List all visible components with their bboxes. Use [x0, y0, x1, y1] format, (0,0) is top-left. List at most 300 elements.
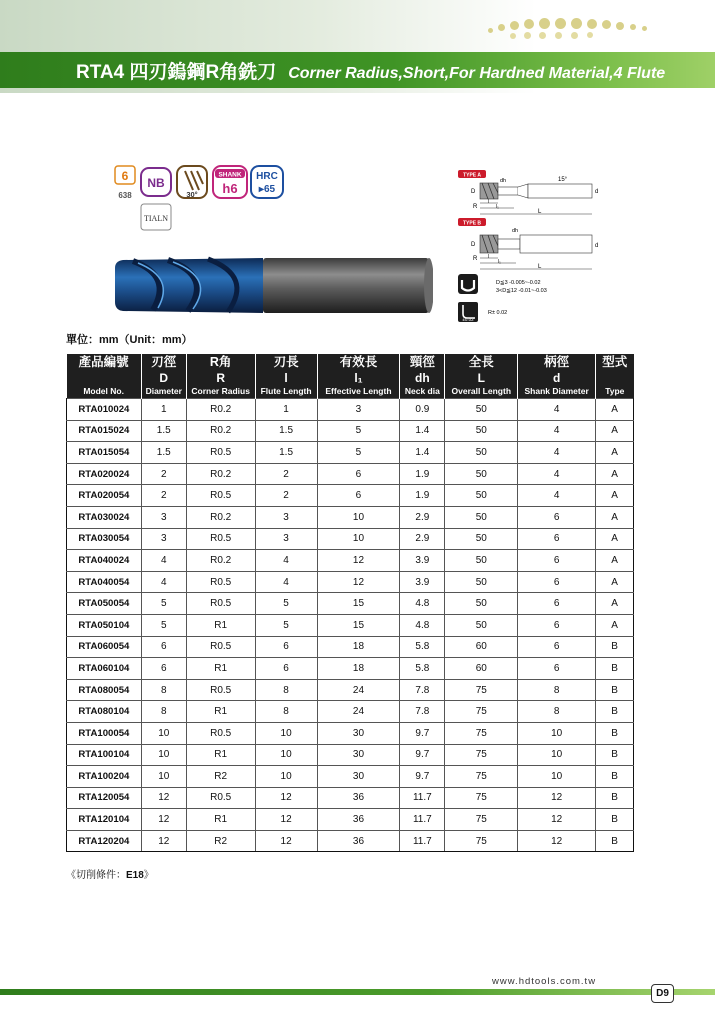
table-cell: 1.5 [255, 420, 317, 442]
model-number-cell: RTA100204 [67, 766, 142, 788]
table-cell: R2 [186, 830, 255, 852]
table-cell: R0.2 [186, 506, 255, 528]
table-cell: A [596, 506, 634, 528]
svg-text:D: D [471, 189, 476, 195]
table-cell: 12 [518, 809, 596, 831]
website-url: www.hdtools.com.tw [492, 976, 597, 987]
column-header [186, 354, 255, 399]
table-cell: R0.2 [186, 550, 255, 572]
table-cell: 2.9 [400, 528, 445, 550]
svg-text:TYPE B: TYPE B [462, 220, 482, 227]
table-cell: 10 [518, 722, 596, 744]
table-cell: B [596, 809, 634, 831]
model-number-cell: RTA050104 [67, 614, 142, 636]
table-cell: A [596, 571, 634, 593]
column-header-en: Effective Length [325, 386, 392, 396]
table-cell: 75 [445, 830, 518, 852]
svg-text:l: l [488, 254, 490, 260]
table-cell: 2 [255, 463, 317, 485]
table-cell: 5 [141, 614, 186, 636]
table-cell: 75 [445, 809, 518, 831]
table-cell: 8 [255, 701, 317, 723]
table-cell: 4.8 [400, 593, 445, 615]
table-cell: R0.5 [186, 722, 255, 744]
table-cell: R1 [186, 809, 255, 831]
table-cell: R0.5 [186, 636, 255, 658]
svg-text:3<D≦12 -0.01~-0.03: 3<D≦12 -0.01~-0.03 [496, 288, 547, 294]
decorative-dots [480, 6, 715, 42]
column-header-en: Model No. [83, 386, 124, 396]
column-header [518, 354, 596, 399]
cutting-condition-note [66, 866, 154, 881]
svg-text:D: D [471, 242, 476, 248]
table-cell: 2.9 [400, 506, 445, 528]
table-cell: 8 [518, 701, 596, 723]
page-title [76, 57, 665, 84]
table-cell: 6 [255, 658, 317, 680]
svg-text:SHANK: SHANK [218, 171, 242, 179]
column-header-en: Diameter [145, 386, 182, 396]
table-cell: 5 [317, 420, 400, 442]
table-cell: R0.5 [186, 485, 255, 507]
table-cell: 7.8 [400, 701, 445, 723]
table-cell: 4 [518, 420, 596, 442]
table-cell: R1 [186, 744, 255, 766]
table-cell: 3 [255, 506, 317, 528]
table-cell: 10 [255, 766, 317, 788]
column-header-zh: 柄徑 [544, 355, 570, 369]
column-header-en: Neck dia [404, 386, 440, 396]
table-cell: A [596, 528, 634, 550]
unit-label: 單位：mm（Unit：mm） [66, 334, 193, 346]
table-cell: 1.4 [400, 442, 445, 464]
svg-text:l₁: l₁ [496, 204, 499, 210]
table-cell: 3.9 [400, 571, 445, 593]
note-suffix: 》 [143, 870, 154, 881]
table-cell: 12 [141, 809, 186, 831]
table-cell: 12 [317, 550, 400, 572]
table-cell: 30 [317, 722, 400, 744]
table-row [67, 528, 634, 550]
table-cell: A [596, 550, 634, 572]
model-number-cell: RTA015024 [67, 420, 142, 442]
table-row [67, 442, 634, 464]
table-row [67, 722, 634, 744]
table-cell: B [596, 830, 634, 852]
table-cell: 11.7 [400, 787, 445, 809]
table-cell: 5 [255, 614, 317, 636]
table-cell: 4 [141, 550, 186, 572]
table-cell: R0.5 [186, 679, 255, 701]
table-cell: R0.2 [186, 420, 255, 442]
table-cell: 4 [518, 399, 596, 421]
table-cell: B [596, 766, 634, 788]
table-cell: 9.7 [400, 766, 445, 788]
svg-text:±0.02: ±0.02 [462, 317, 474, 322]
table-cell: 3 [141, 506, 186, 528]
column-header [255, 354, 317, 399]
table-cell: 6 [518, 528, 596, 550]
table-cell: 9.7 [400, 744, 445, 766]
model-number-cell: RTA030054 [67, 528, 142, 550]
svg-text:TIALN: TIALN [144, 214, 168, 223]
table-row [67, 830, 634, 852]
table-row [67, 679, 634, 701]
table-cell: 7.8 [400, 679, 445, 701]
table-cell: 50 [445, 420, 518, 442]
table-cell: 50 [445, 442, 518, 464]
table-cell: 36 [317, 809, 400, 831]
page-header [0, 0, 715, 93]
model-number-cell: RTA100054 [67, 722, 142, 744]
table-cell: 3 [317, 399, 400, 421]
table-cell: 15 [317, 614, 400, 636]
table-cell: 36 [317, 787, 400, 809]
table-cell: 50 [445, 593, 518, 615]
column-header-symbol: R [216, 371, 225, 385]
table-cell: 60 [445, 658, 518, 680]
table-cell: 4 [518, 463, 596, 485]
column-header-symbol: l [284, 371, 288, 385]
table-cell: 6 [518, 571, 596, 593]
table-row [67, 399, 634, 421]
table-row [67, 658, 634, 680]
svg-text:R± 0.02: R± 0.02 [488, 310, 508, 316]
table-cell: 8 [141, 701, 186, 723]
table-cell: 6 [518, 614, 596, 636]
table-cell: 12 [141, 787, 186, 809]
note-prefix: 《切削條件： [66, 870, 126, 881]
table-cell: B [596, 658, 634, 680]
model-number-cell: RTA080054 [67, 679, 142, 701]
table-cell: 1.9 [400, 463, 445, 485]
model-number-cell: RTA010024 [67, 399, 142, 421]
table-cell: B [596, 744, 634, 766]
table-cell: 12 [255, 809, 317, 831]
table-cell: 6 [518, 636, 596, 658]
table-cell: R0.5 [186, 442, 255, 464]
table-cell: 12 [141, 830, 186, 852]
table-cell: 4 [255, 571, 317, 593]
table-cell: 50 [445, 550, 518, 572]
table-cell: 30 [317, 744, 400, 766]
table-cell: 12 [255, 830, 317, 852]
table-cell: 75 [445, 679, 518, 701]
table-cell: 10 [255, 744, 317, 766]
table-row [67, 766, 634, 788]
table-cell: 3 [141, 528, 186, 550]
model-number-cell: RTA080104 [67, 701, 142, 723]
table-cell: R0.2 [186, 399, 255, 421]
svg-text:HRC: HRC [256, 171, 278, 182]
table-cell: 24 [317, 679, 400, 701]
dimension-diagrams [458, 168, 603, 328]
shank-h6-badge [213, 166, 247, 198]
table-cell: 75 [445, 722, 518, 744]
table-cell: 6 [518, 593, 596, 615]
table-cell: 6 [317, 463, 400, 485]
column-header-en: Corner Radius [191, 386, 250, 396]
table-cell: 50 [445, 571, 518, 593]
table-cell: 36 [317, 830, 400, 852]
svg-text:15°: 15° [558, 177, 568, 183]
table-cell: 11.7 [400, 830, 445, 852]
column-header-symbol: l₁ [354, 371, 363, 385]
svg-text:NB: NB [147, 176, 165, 190]
model-number-cell: RTA030024 [67, 506, 142, 528]
svg-text:h6: h6 [222, 181, 238, 196]
column-header [445, 354, 518, 399]
table-row [67, 571, 634, 593]
type-b-diagram [458, 218, 598, 270]
column-header-zh: 頸徑 [409, 355, 435, 369]
table-cell: 10 [317, 506, 400, 528]
table-cell: 2 [141, 463, 186, 485]
column-header-zh: 有效長 [339, 355, 378, 369]
table-cell: 18 [317, 658, 400, 680]
table-cell: 10 [141, 766, 186, 788]
table-cell: 0.9 [400, 399, 445, 421]
table-cell: R1 [186, 614, 255, 636]
tialn-coating-badge [141, 204, 171, 230]
table-cell: 12 [518, 830, 596, 852]
table-cell: 3.9 [400, 550, 445, 572]
table-cell: 6 [518, 550, 596, 572]
table-cell: 2 [141, 485, 186, 507]
model-number-cell: RTA015054 [67, 442, 142, 464]
table-cell: 50 [445, 528, 518, 550]
table-cell: 1.5 [141, 420, 186, 442]
table-cell: 10 [255, 722, 317, 744]
table-row [67, 463, 634, 485]
svg-text:6: 6 [121, 169, 129, 183]
table-cell: 1 [255, 399, 317, 421]
model-number-cell: RTA040054 [67, 571, 142, 593]
column-header-en: Shank Diameter [524, 386, 589, 396]
page-number: D9 [651, 984, 674, 1003]
table-cell: 50 [445, 485, 518, 507]
table-cell: 4 [141, 571, 186, 593]
svg-text:L: L [538, 209, 542, 215]
table-row [67, 636, 634, 658]
model-number-cell: RTA100104 [67, 744, 142, 766]
svg-text:R: R [473, 204, 478, 210]
column-header-en: Type [605, 386, 625, 396]
table-cell: 10 [141, 722, 186, 744]
model-number-cell: RTA020024 [67, 463, 142, 485]
table-cell: R0.5 [186, 528, 255, 550]
svg-text:dh: dh [500, 178, 507, 184]
model-number-cell: RTA060054 [67, 636, 142, 658]
table-row [67, 550, 634, 572]
table-cell: 10 [317, 528, 400, 550]
table-cell: 8 [518, 679, 596, 701]
table-cell: 9.7 [400, 722, 445, 744]
column-header-zh: 刃長 [273, 355, 299, 369]
type-a-diagram [458, 170, 598, 215]
column-header-zh: 刃徑 [151, 355, 177, 369]
diameter-tolerance [458, 274, 547, 294]
column-header-symbol: L [477, 371, 485, 385]
table-cell: R0.2 [186, 463, 255, 485]
column-header [596, 354, 634, 399]
model-number-cell: RTA020054 [67, 485, 142, 507]
table-cell: 12 [255, 787, 317, 809]
table-cell: 5 [141, 593, 186, 615]
table-cell: 5.8 [400, 636, 445, 658]
column-header-en: Flute Length [260, 386, 312, 396]
table-row [67, 614, 634, 636]
table-cell: 5 [255, 593, 317, 615]
note-code: E18 [126, 870, 144, 881]
table-cell: 1 [141, 399, 186, 421]
table-cell: 3 [255, 528, 317, 550]
column-header-zh: 型式 [602, 355, 628, 369]
table-cell: 6 [141, 636, 186, 658]
title-chinese: RTA4 四刃鎢鋼R角銑刀 [76, 62, 277, 83]
feature-badges [113, 162, 293, 242]
table-cell: 5 [317, 442, 400, 464]
table-cell: A [596, 399, 634, 421]
table-cell: B [596, 636, 634, 658]
svg-text:TYPE A: TYPE A [463, 172, 481, 179]
table-row [67, 420, 634, 442]
table-cell: 24 [317, 701, 400, 723]
table-cell: R0.5 [186, 787, 255, 809]
column-header-zh: 產品編號 [78, 355, 129, 369]
table-cell: A [596, 593, 634, 615]
flute-count-badge [115, 166, 135, 200]
table-cell: 8 [141, 679, 186, 701]
column-header [67, 354, 142, 399]
column-header [400, 354, 445, 399]
column-header-zh: R角 [209, 355, 232, 369]
table-cell: 75 [445, 766, 518, 788]
table-cell: A [596, 463, 634, 485]
table-cell: 1.5 [255, 442, 317, 464]
table-row [67, 701, 634, 723]
column-header [317, 354, 400, 399]
nb-badge [141, 168, 171, 196]
table-cell: 50 [445, 614, 518, 636]
model-number-cell: RTA120204 [67, 830, 142, 852]
svg-text:l: l [488, 199, 490, 205]
table-body [67, 399, 634, 852]
column-header-zh: 全長 [468, 355, 494, 369]
table-row [67, 593, 634, 615]
table-cell: 6 [518, 658, 596, 680]
svg-text:dh: dh [512, 228, 519, 234]
column-header-symbol: dh [415, 371, 430, 385]
table-cell: 18 [317, 636, 400, 658]
table-cell: R0.5 [186, 593, 255, 615]
svg-text:▸65: ▸65 [258, 184, 276, 195]
table-cell: R0.5 [186, 571, 255, 593]
table-cell: 2 [255, 485, 317, 507]
table-cell: 4 [518, 485, 596, 507]
table-cell: 4 [255, 550, 317, 572]
svg-text:D≦3 -0.005~-0.02: D≦3 -0.005~-0.02 [496, 280, 541, 286]
table-cell: B [596, 722, 634, 744]
column-header [141, 354, 186, 399]
table-cell: A [596, 420, 634, 442]
table-cell: 50 [445, 399, 518, 421]
table-cell: 75 [445, 787, 518, 809]
table-row [67, 744, 634, 766]
table-row [67, 809, 634, 831]
table-cell: A [596, 485, 634, 507]
table-cell: 50 [445, 506, 518, 528]
table-cell: 8 [255, 679, 317, 701]
table-cell: B [596, 679, 634, 701]
table-cell: R2 [186, 766, 255, 788]
table-cell: 12 [518, 787, 596, 809]
table-cell: 75 [445, 701, 518, 723]
table-cell: 5.8 [400, 658, 445, 680]
table-row [67, 485, 634, 507]
table-cell: 1.4 [400, 420, 445, 442]
table-cell: 10 [141, 744, 186, 766]
column-header-en: Overall Length [451, 386, 512, 396]
table-cell: B [596, 701, 634, 723]
table-cell: 75 [445, 744, 518, 766]
title-english: Corner Radius,Short,For Hardned Material,4 Flute [288, 65, 666, 82]
table-cell: 6 [317, 485, 400, 507]
hrc-badge [251, 166, 283, 198]
model-number-cell: RTA120104 [67, 809, 142, 831]
footer-band [0, 989, 715, 995]
table-cell: 4.8 [400, 614, 445, 636]
table-row [67, 787, 634, 809]
table-cell: 50 [445, 463, 518, 485]
table-cell: 12 [317, 571, 400, 593]
table-cell: 10 [518, 766, 596, 788]
table-cell: B [596, 787, 634, 809]
radius-tolerance [458, 302, 507, 322]
model-number-cell: RTA120054 [67, 787, 142, 809]
helix-angle-badge [177, 166, 207, 199]
table-cell: 10 [518, 744, 596, 766]
table-cell: 1.5 [141, 442, 186, 464]
table-header [67, 354, 634, 399]
model-number-cell: RTA040024 [67, 550, 142, 572]
table-cell: 6 [518, 506, 596, 528]
end-mill-image [113, 246, 433, 324]
svg-text:d: d [595, 243, 599, 249]
table-cell: 6 [141, 658, 186, 680]
svg-text:30°: 30° [186, 190, 198, 199]
table-cell: 15 [317, 593, 400, 615]
table-cell: 1.9 [400, 485, 445, 507]
table-cell: R1 [186, 701, 255, 723]
column-header-symbol: d [552, 371, 561, 385]
table-row [67, 506, 634, 528]
table-cell: 30 [317, 766, 400, 788]
svg-text:R: R [473, 256, 478, 262]
table-cell: A [596, 442, 634, 464]
table-cell: R1 [186, 658, 255, 680]
spec-table [66, 354, 634, 852]
table-cell: 4 [518, 442, 596, 464]
model-number-cell: RTA050054 [67, 593, 142, 615]
svg-text:l₁: l₁ [498, 259, 501, 265]
svg-text:L: L [538, 264, 542, 270]
table-cell: 11.7 [400, 809, 445, 831]
column-header-symbol: D [159, 371, 169, 385]
table-cell: 6 [255, 636, 317, 658]
svg-text:638: 638 [118, 191, 132, 200]
table-cell: 60 [445, 636, 518, 658]
